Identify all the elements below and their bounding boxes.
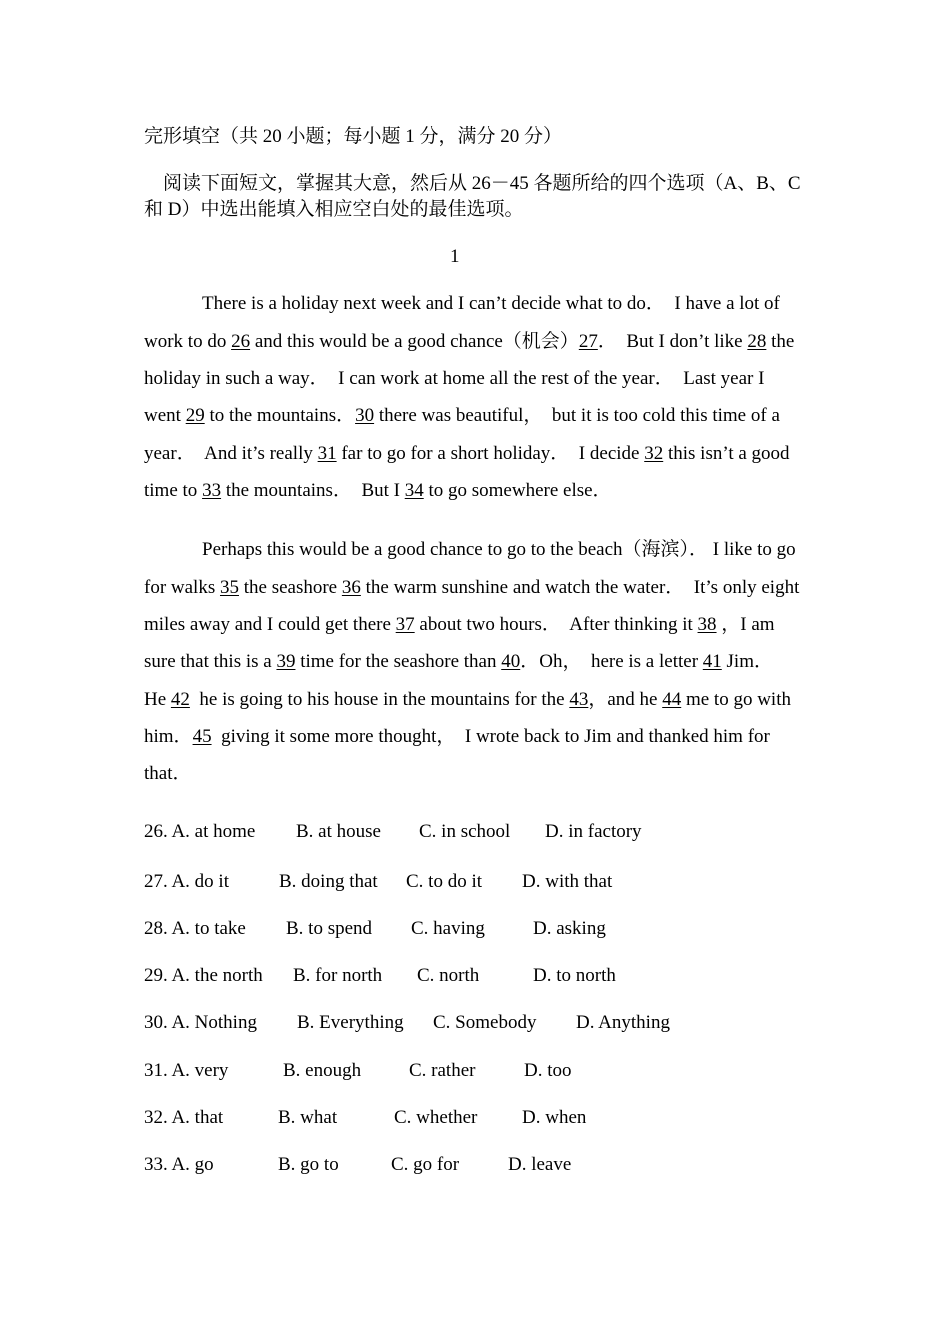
question-number: 33. — [144, 1154, 168, 1175]
passage-text: he is going to his house in the mountains for the — [189, 688, 570, 710]
passage-text: He — [144, 688, 171, 710]
question-row — [0, 819, 950, 845]
question-row — [0, 1152, 950, 1178]
passage-line — [144, 718, 824, 755]
option-b: B. doing that — [279, 871, 378, 892]
passage-text: time to — [144, 480, 203, 502]
option-a: A. to take — [171, 918, 246, 939]
option-a: A. very — [171, 1060, 229, 1081]
blank-number: 42 — [170, 688, 190, 710]
passage-text: sure that this is a — [144, 651, 277, 673]
question-row — [0, 1105, 950, 1131]
passage-text: time for the seashore than — [295, 651, 502, 673]
option-d: D. asking — [533, 918, 606, 939]
passage-text: Jim． — [721, 651, 773, 673]
option-b: B. at house — [296, 821, 381, 842]
question-first-cell — [144, 819, 255, 845]
passage-line — [144, 755, 824, 792]
blank-number: 40 — [501, 651, 521, 673]
blank-number: 30 — [355, 405, 375, 427]
blank-number: 32 — [644, 442, 664, 464]
passage-text: holiday in such a way． I can work at home all the rest of the year． Last year I — [144, 367, 765, 389]
blank-number: 36 — [341, 576, 361, 598]
blank-number: 38 — [697, 613, 717, 635]
option-a: A. do it — [171, 871, 229, 892]
blank-number: 26 — [231, 330, 251, 352]
passage-line — [144, 531, 824, 568]
blank-number: 29 — [185, 405, 205, 427]
passage-line — [144, 360, 824, 397]
instructions — [144, 171, 805, 223]
option-c: C. to do it — [406, 871, 483, 892]
passage-text: about two hours． After thinking it — [414, 613, 698, 635]
option-a: A. that — [171, 1107, 224, 1128]
instructions-line: 阅读下面短文，掌握其大意，然后从 26－45 各题所给的四个选项（A、B、C — [163, 173, 801, 194]
passage-text: me to go with — [681, 688, 791, 710]
option-c: C. whether — [394, 1107, 478, 1128]
passage-line — [144, 323, 824, 360]
passage-paragraph — [144, 531, 824, 792]
option-d: D. leave — [508, 1154, 572, 1175]
option-a: A. Nothing — [171, 1012, 257, 1033]
question-number: 32. — [144, 1107, 168, 1128]
option-b: B. for north — [293, 965, 383, 986]
passage-text: there was beautiful， but it is too cold this time of a — [374, 405, 780, 427]
passage-line — [144, 285, 824, 322]
option-b: B. what — [278, 1107, 338, 1128]
question-first-cell — [144, 1058, 228, 1084]
question-row — [0, 963, 950, 989]
blank-number: 27 — [578, 330, 598, 352]
blank-number: 37 — [395, 613, 415, 635]
option-c: C. north — [417, 965, 480, 986]
passage-text: ．Oh， here is a letter — [520, 651, 703, 673]
passage-text: and this would be a good chance（机会） — [250, 330, 579, 352]
question-number: 30. — [144, 1012, 168, 1033]
option-d: D. too — [524, 1060, 572, 1081]
passage-line — [144, 435, 824, 472]
question-number: 31. — [144, 1060, 168, 1081]
question-row — [0, 1058, 950, 1084]
blank-number: 31 — [317, 442, 337, 464]
blank-number: 39 — [276, 651, 296, 673]
question-number: 29. — [144, 965, 168, 986]
option-b: B. to spend — [286, 918, 373, 939]
passage-text: ． But I don’t like — [597, 330, 748, 352]
blank-number: 41 — [702, 651, 722, 673]
question-first-cell — [144, 963, 263, 989]
blank-number: 43 — [569, 688, 589, 710]
passage-text: year． And it’s really — [144, 442, 318, 464]
question-number: 26. — [144, 821, 168, 842]
option-d: D. to north — [533, 965, 616, 986]
blank-number: 35 — [219, 576, 239, 598]
blank-number: 44 — [662, 688, 682, 710]
passage-line — [144, 643, 824, 680]
option-d: D. in factory — [545, 821, 642, 842]
passage-line — [144, 606, 824, 643]
question-first-cell — [144, 916, 246, 942]
passage-text: the warm sunshine and watch the water． It’s only eight — [360, 576, 800, 598]
question-row — [0, 869, 950, 895]
blank-number: 28 — [747, 330, 767, 352]
option-b: B. Everything — [297, 1012, 404, 1033]
instructions-line: 和 D）中选出能填入相应空白处的最佳选项。 — [144, 199, 524, 220]
passage-text: far to go for a short holiday． I decide — [336, 442, 645, 464]
option-c: C. in school — [419, 821, 511, 842]
passage-text: that． — [144, 763, 192, 785]
option-c: C. rather — [409, 1060, 476, 1081]
passage-text: ，I am — [716, 613, 775, 635]
option-b: B. go to — [278, 1154, 339, 1175]
passage-text: work to do — [144, 330, 232, 352]
question-first-cell — [144, 1152, 214, 1178]
passage-paragraph — [144, 285, 824, 509]
passage-text: There is a holiday next week and I can’t decide what to do． I have a lot of — [202, 293, 780, 315]
passage-text: to the mountains． — [204, 405, 356, 427]
passage-text: ，and he — [588, 688, 663, 710]
section-title: 完形填空（共 20 小题；每小题 1 分，满分 20 分） — [144, 126, 563, 147]
option-d: D. with that — [522, 871, 613, 892]
passage-text: him． — [144, 726, 193, 748]
blank-number: 34 — [404, 480, 424, 502]
passage-text: giving it some more thought， I wrote back to Jim and thanked him for — [211, 726, 770, 748]
passage-text: Perhaps this would be a good chance to go to the beach（海滨）． I like to go — [202, 539, 796, 561]
option-a: A. go — [171, 1154, 214, 1175]
option-b: B. enough — [283, 1060, 362, 1081]
question-first-cell — [144, 869, 229, 895]
question-number: 27. — [144, 871, 168, 892]
passage-text: the — [766, 330, 795, 352]
question-number: 28. — [144, 918, 168, 939]
question-row — [0, 1010, 950, 1036]
passage-text: for walks — [144, 576, 220, 598]
passage-line — [144, 397, 824, 434]
option-c: C. Somebody — [433, 1012, 537, 1033]
passage-text: the seashore — [238, 576, 342, 598]
blank-number: 33 — [202, 480, 222, 502]
option-c: C. go for — [391, 1154, 460, 1175]
option-c: C. having — [411, 918, 485, 939]
option-d: D. when — [522, 1107, 587, 1128]
passage-line — [144, 472, 824, 509]
option-a: A. the north — [171, 965, 263, 986]
question-first-cell — [144, 1105, 223, 1131]
question-row — [0, 916, 950, 942]
option-a: A. at home — [171, 821, 256, 842]
option-d: D. Anything — [576, 1012, 670, 1033]
passage-text: this isn’t a good — [663, 442, 790, 464]
passage-text: miles away and I could get there — [144, 613, 396, 635]
passage-text: to go somewhere else． — [423, 480, 612, 502]
passage-text: the mountains． But I — [221, 480, 405, 502]
passage-number: 1 — [450, 246, 460, 267]
question-first-cell — [144, 1010, 257, 1036]
passage-line — [144, 569, 824, 606]
passage-text: went — [144, 405, 186, 427]
blank-number: 45 — [192, 726, 212, 748]
passage-line — [144, 681, 824, 718]
